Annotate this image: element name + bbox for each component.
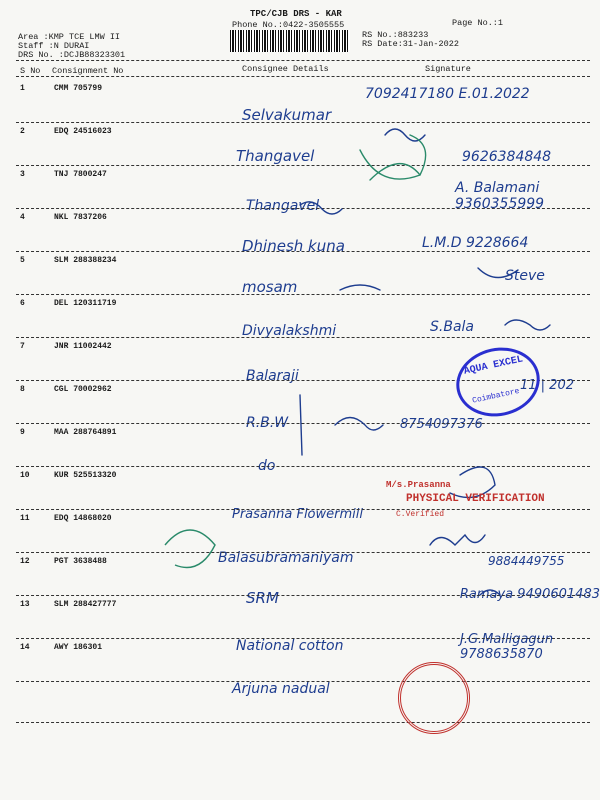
row-consignee: SRM [246,589,279,607]
rs-date: RS Date:31-Jan-2022 [362,39,459,49]
row-sno: 1 [20,84,25,93]
row-consignment: KUR 525513320 [54,471,117,480]
row-sno: 11 [20,514,30,523]
row-signature: Ramaya 9490601483 [459,587,600,602]
row-sno: 5 [20,256,25,265]
row-sno: 10 [20,471,30,480]
row-sno: 12 [20,557,30,566]
row-signature: 7092417180 E.01.2022 [365,86,530,102]
phone-number: Phone No.:0422-3505555 [232,20,345,30]
drs-number: DRS No. :DCJB88323301 [18,50,126,60]
row-sno: 2 [20,127,25,136]
stamp-aqua-text: AQUA EXCEL [463,354,525,378]
col-consignee: Consignee Details [242,64,329,74]
staff-field: Staff :N DURAI [18,41,90,51]
row-consignee: Balasubramaniyam [218,550,354,566]
stamp-aqua-city: Coimbatore [471,386,521,406]
row-consignment: EDQ 24516023 [54,127,112,136]
row-consignment: JNR 11002442 [54,342,112,351]
row-consignment: SLM 288388234 [54,256,117,265]
row-sno: 7 [20,342,25,351]
row-consignment: CMM 705799 [54,84,103,93]
row-signature: S.Bala [430,319,474,335]
row-consignment: SLM 288427777 [54,600,117,609]
row-sno: 4 [20,213,25,222]
row-signature: 9884449755 [488,554,565,568]
row-consignee: R.B.W [246,415,289,431]
row-sno: 13 [20,600,30,609]
area-field: Area :KMP TCE LMW II [18,32,121,42]
row-sno: 9 [20,428,25,437]
row-sno: 8 [20,385,25,394]
row-signature: Steve [505,268,545,284]
row-sno: 14 [20,643,30,652]
col-signature: Signature [425,64,471,74]
row-consignment: TNJ 7800247 [54,170,107,179]
stamp-prasanna-line2: PHYSICAL VERIFICATION [406,493,545,505]
verification-stamp [386,480,592,524]
col-sno: S No [20,66,41,76]
stamp-prasanna-line3: C.Verified [396,510,445,519]
row-consignee: Prasanna Flowermill [232,507,363,522]
round-seal [398,662,470,734]
row-consignment: AWY 186301 [54,643,103,652]
row-consignment: MAA 288764891 [54,428,117,437]
row-consignment: DEL 120311719 [54,299,117,308]
row-consignee: mosam [242,278,298,296]
rs-number: RS No.:883233 [362,30,429,40]
row-consignee: Thangavel [236,147,315,165]
row-consignment: CGL 70002962 [54,385,112,394]
row-signature: J.G.Malligagun 9788635870 [460,632,554,662]
row-signature: A. Balamani 9360355999 [455,180,545,212]
row-consignment: PGT 3638488 [54,557,107,566]
row-consignee: Arjuna nadual [232,681,330,697]
row-consignee: National cotton [236,638,344,654]
row-consignment: EDQ 14868020 [54,514,112,523]
row-consignee: Dhinesh kuna [242,237,345,255]
stamp-prasanna-line1: M/s.Prasanna [386,480,451,490]
row-consignee: Thangavel [246,198,320,214]
row-consignee: Selvakumar [242,106,332,124]
row-signature: 9626384848 [462,149,552,165]
row-consignee: do [258,458,276,474]
col-consignment: Consignment No [52,66,124,76]
page-number: Page No.:1 [452,18,504,28]
row-sno: 3 [20,170,25,179]
row-signature: L.M.D 9228664 [422,235,529,251]
row-signature: 11 | 202 [520,378,574,393]
row-signature: 8754097376 [400,417,483,432]
doc-title: TPC/CJB DRS - KAR [250,9,342,19]
row-consignee: Balaraji [246,368,299,384]
row-sno: 6 [20,299,25,308]
row-consignee: Divyalakshmi [242,323,337,339]
row-consignment: NKL 7837206 [54,213,107,222]
